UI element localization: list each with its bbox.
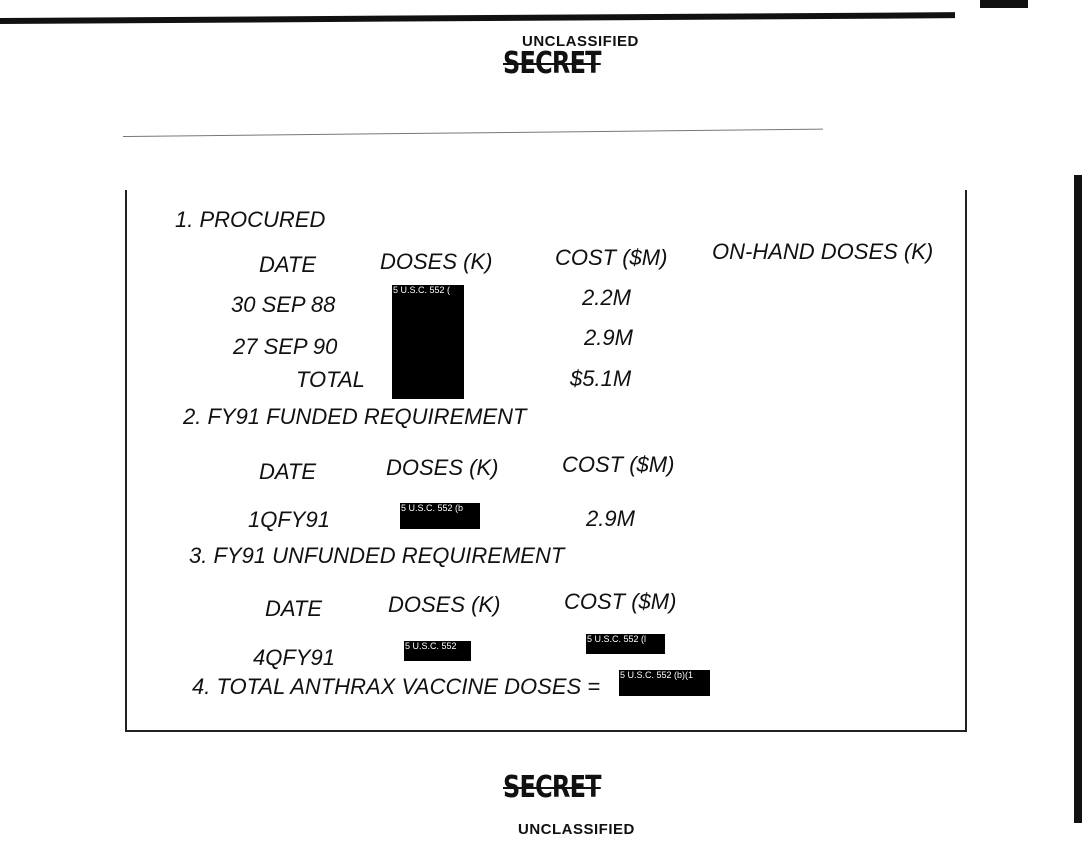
scan-edge-top	[0, 12, 955, 24]
unfunded-col-doses: DOSES (K)	[388, 592, 501, 617]
procured-col-onhand: ON-HAND DOSES (K)	[712, 239, 934, 264]
section-procured-title: 1. PROCURED	[175, 207, 326, 232]
unfunded-col-date: DATE	[265, 596, 323, 621]
divider-line	[123, 129, 823, 137]
procured-col-doses: DOSES (K)	[380, 249, 493, 274]
redaction-block-procured-doses: 5 U.S.C. 552 (	[392, 285, 464, 399]
section-funded-title: 2. FY91 FUNDED REQUIREMENT	[183, 404, 527, 429]
procured-row2-cost: 2.9M	[584, 325, 633, 350]
content-frame	[125, 190, 967, 732]
header-struck-marking: SECRET	[503, 46, 601, 81]
funded-col-date: DATE	[259, 459, 317, 484]
redaction-block-funded-doses: 5 U.S.C. 552 (b	[400, 503, 480, 529]
section-unfunded-title: 3. FY91 UNFUNDED REQUIREMENT	[189, 543, 565, 568]
procured-row2-date: 27 SEP 90	[233, 334, 338, 359]
procured-row1-date: 30 SEP 88	[231, 292, 336, 317]
redaction-block-unfunded-cost: 5 U.S.C. 552 (l	[586, 634, 665, 654]
funded-row-date: 1QFY91	[248, 507, 330, 532]
unfunded-row-date: 4QFY91	[253, 645, 335, 670]
unfunded-col-cost: COST ($M)	[564, 589, 677, 614]
scan-edge-right	[1074, 175, 1082, 823]
footer-struck-marking: SECRET	[503, 770, 601, 805]
redaction-block-unfunded-doses: 5 U.S.C. 552	[404, 641, 471, 661]
funded-row-cost: 2.9M	[586, 506, 635, 531]
header-classification: UNCLASSIFIED	[522, 33, 639, 50]
procured-col-cost: COST ($M)	[555, 245, 668, 270]
redaction-block-total-doses: 5 U.S.C. 552 (b)(1	[619, 670, 710, 696]
procured-col-date: DATE	[259, 252, 317, 277]
footer-classification: UNCLASSIFIED	[518, 821, 635, 838]
funded-col-cost: COST ($M)	[562, 452, 675, 477]
scan-edge-top-right	[980, 0, 1028, 8]
procured-total-cost: $5.1M	[570, 366, 632, 391]
procured-total-label: TOTAL	[296, 367, 365, 392]
procured-row1-cost: 2.2M	[582, 285, 631, 310]
total-anthrax-label: 4. TOTAL ANTHRAX VACCINE DOSES =	[192, 674, 601, 699]
funded-col-doses: DOSES (K)	[386, 455, 499, 480]
